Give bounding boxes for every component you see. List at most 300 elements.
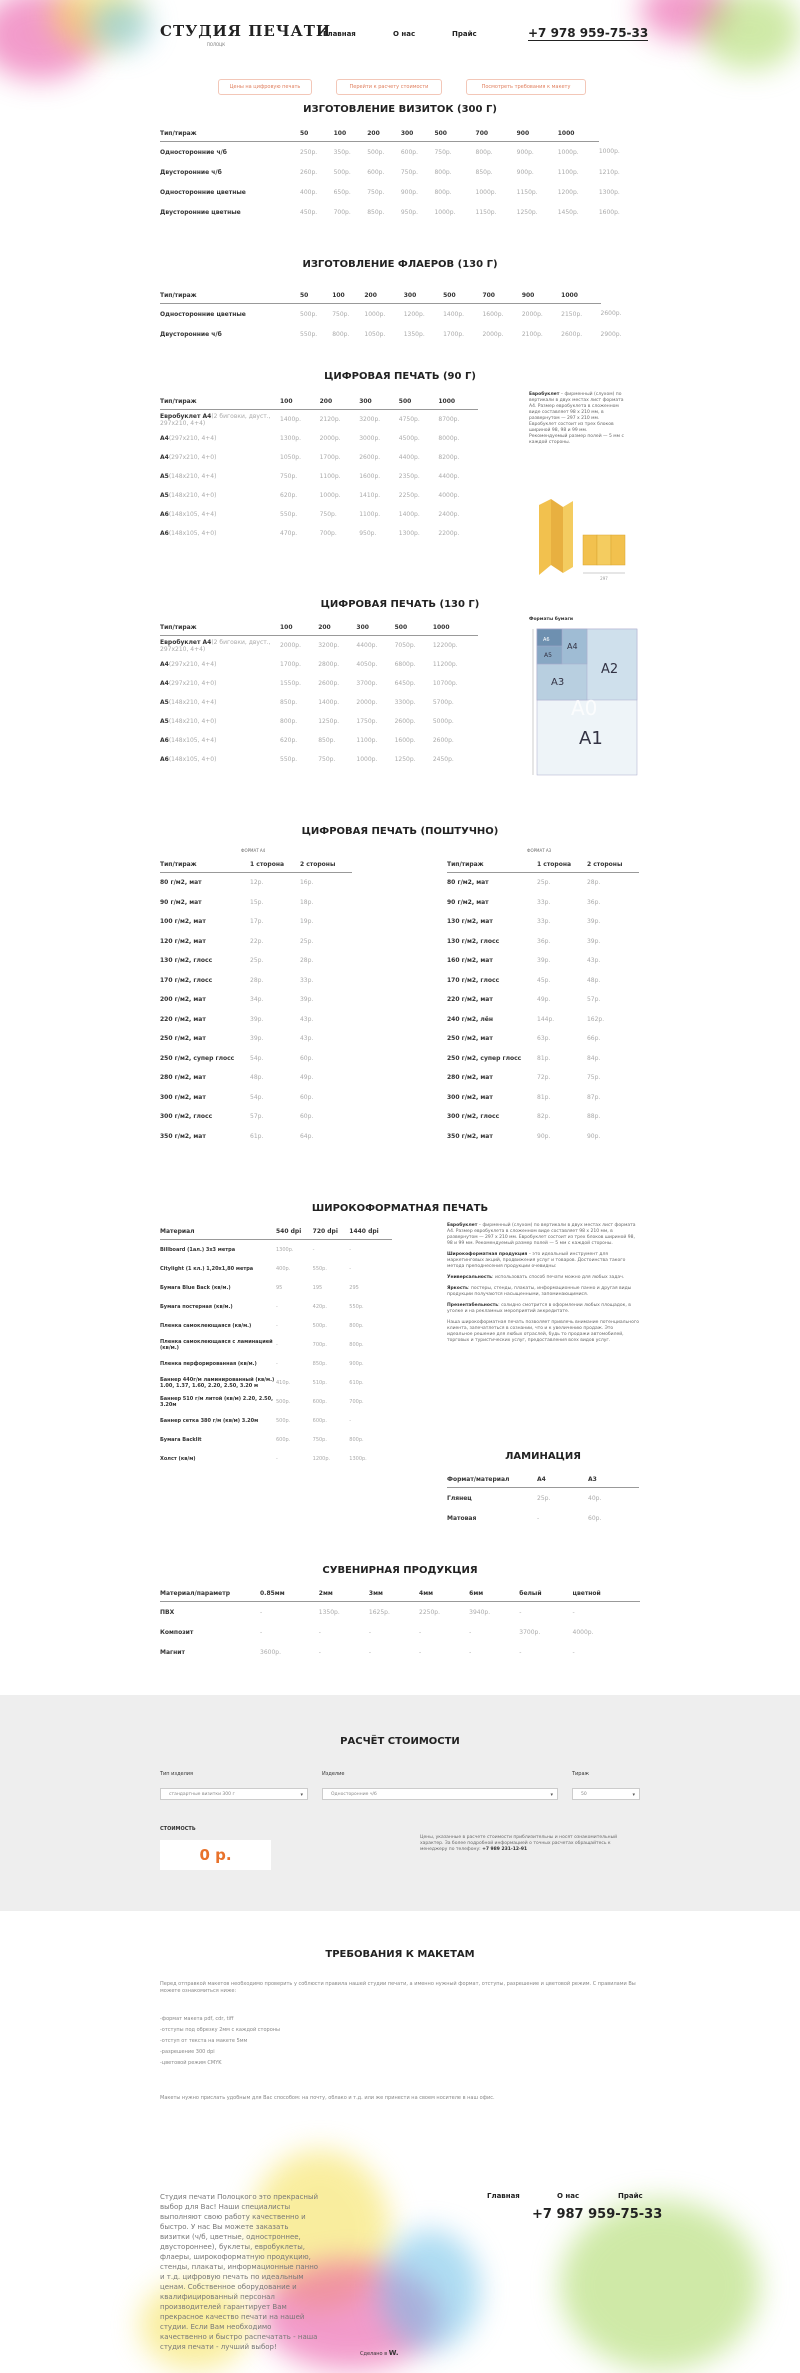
price-cell: 600р. bbox=[367, 168, 385, 176]
table-row bbox=[160, 142, 640, 163]
column-header: 720 dpi bbox=[313, 1226, 350, 1240]
column-header: 500 bbox=[434, 128, 475, 142]
price-cell: - bbox=[260, 1608, 263, 1616]
column-header: 0.85мм bbox=[260, 1588, 319, 1602]
row-label: 80 г/м2, мат bbox=[160, 879, 202, 887]
table-row bbox=[160, 429, 478, 448]
nav-price[interactable]: Прайс bbox=[452, 30, 477, 38]
column-header: 2 стороны bbox=[587, 859, 639, 873]
table-row bbox=[447, 912, 639, 932]
price-cell: 900р. bbox=[516, 168, 534, 176]
price-cell: 49р. bbox=[537, 996, 551, 1004]
table-row bbox=[447, 1088, 639, 1108]
table-row bbox=[160, 1240, 392, 1260]
price-cell: 750р. bbox=[319, 511, 337, 518]
price-cell: 800р. bbox=[434, 188, 452, 196]
price-cell: 470р. bbox=[280, 530, 298, 537]
price-cell: 95 bbox=[276, 1284, 283, 1291]
requirements-list bbox=[160, 2016, 640, 2071]
price-cell: 3700р. bbox=[356, 680, 378, 687]
souvenir-table bbox=[160, 1588, 640, 1662]
logo[interactable] bbox=[160, 22, 332, 52]
row-label: Пленка самоклеющаяся (кв/м.) bbox=[160, 1322, 252, 1329]
price-cell: 34р. bbox=[250, 996, 264, 1004]
price-cell: 3000р. bbox=[359, 435, 381, 442]
price-cell: 250р. bbox=[300, 148, 318, 156]
price-cell: 1200р. bbox=[403, 310, 425, 318]
row-label: Бумага Backlit bbox=[160, 1436, 202, 1443]
product-type-select[interactable]: стандартные визитки 300 г ▾ bbox=[160, 1788, 308, 1800]
price-cell: 2600р. bbox=[561, 330, 583, 338]
footer-nav-about[interactable]: О нас bbox=[557, 2192, 580, 2200]
eurobooklet-dimension-label: 297 bbox=[600, 576, 608, 581]
table-row bbox=[160, 304, 640, 325]
row-label: 130 г/м2, глосс bbox=[447, 937, 500, 945]
price-cell: 1000р. bbox=[598, 148, 620, 156]
row-label: 250 г/м2, мат bbox=[447, 1035, 493, 1043]
paper-formats-diagram bbox=[529, 627, 639, 777]
product-select[interactable]: Односторонние ч/б ▾ bbox=[322, 1788, 558, 1800]
row-label: Billboard (1ал.) 3х3 метра bbox=[160, 1246, 236, 1253]
row-label: Евробуклет А4(2 биговки, двуст., 297х210, 4+4) bbox=[160, 412, 271, 427]
price-cell: 3200р. bbox=[318, 642, 340, 649]
price-cell: 48р. bbox=[586, 976, 601, 984]
price-cell: 500р. bbox=[300, 310, 318, 318]
column-header: 1000 bbox=[558, 128, 599, 142]
price-cell: 800р. bbox=[332, 330, 350, 338]
nav-home[interactable]: Главная bbox=[323, 30, 356, 38]
table-row bbox=[160, 1373, 392, 1392]
eurobooklet-note: Евробуклет – фирменный (слухом) по вертикали в двух местах лист формата А4. Размер евробуклета в сложенном виде составляет 98 x 210 мм, в развернутом — 297 x 210 мм. Евробуклет состоит из трех блоков шириной 98, 98 и 99 мм. Рекомендуемый размер полей — 5 мм с каждой стороны. bbox=[529, 392, 624, 445]
price-cell: 500р. bbox=[276, 1417, 291, 1424]
format-label-a0: A0 bbox=[571, 696, 598, 720]
calculated-price: 0 р. bbox=[160, 1840, 271, 1870]
column-header: 300 bbox=[401, 128, 435, 142]
row-label: Пленка перфорированная (кв/м.) bbox=[160, 1360, 257, 1367]
row-label: Двусторонние ч/б bbox=[160, 330, 222, 338]
view-requirements-button[interactable]: Посмотреть требования к макету bbox=[466, 79, 586, 95]
price-cell: 2000р. bbox=[280, 642, 301, 649]
price-cell: 550р. bbox=[280, 756, 298, 763]
wide-format-title: ШИРОКОФОРМАТНАЯ ПЕЧАТЬ bbox=[311, 1203, 489, 1214]
price-cell: 1700р. bbox=[319, 454, 341, 461]
price-cell: 2800р. bbox=[318, 661, 340, 668]
price-cell: 400р. bbox=[300, 188, 318, 196]
price-cell: 2000р. bbox=[521, 310, 543, 318]
lamination-table bbox=[447, 1474, 639, 1528]
price-cell: 1000р. bbox=[319, 492, 341, 499]
price-cell: 2600р. bbox=[394, 718, 416, 725]
row-label: 300 г/м2, глосс bbox=[160, 1113, 213, 1121]
price-cell: 8700р. bbox=[438, 416, 460, 423]
price-cell: 1400р. bbox=[318, 699, 340, 706]
row-label: А5(148х210, 4+0) bbox=[160, 492, 217, 499]
price-cell: 2350р. bbox=[398, 473, 420, 480]
price-cell: 90р. bbox=[537, 1132, 551, 1140]
price-cell: - bbox=[260, 1628, 263, 1636]
requirement-item: -разрешение 300 dpi bbox=[160, 2049, 215, 2055]
souvenir-title: СУВЕНИРНАЯ ПРОДУКЦИЯ bbox=[322, 1565, 478, 1576]
price-cell: - bbox=[368, 1628, 372, 1636]
table-row bbox=[160, 1411, 392, 1430]
price-cell: 1700р. bbox=[280, 661, 301, 668]
price-cell: 2250р. bbox=[398, 492, 420, 499]
footer-about-text: Студия печати Полоцкого это прекрасный выбор для Вас! Наши специалисты выполняют свою работу качественно и быстро. У нас Вы можете заказать визитки (ч/б, цветные, одностроннее, двустороннее), буклеты, евробуклеты, флаеры, широкоформатную продукцию, стенды, плакаты, информационные панно и т.д. цифровую печать по идеальным ценам. Собственное оборудование и квалифицированный персонал производителей гарантирует Вам прекрасное качество печати на нашей студии. Если Вам необходимо качественно и быстро распечатать - наша студия печати - лучший выбор! bbox=[160, 2193, 319, 2351]
price-cell: 750р. bbox=[312, 1436, 327, 1443]
row-label: Citylight (1 кл.) 1,20х1,80 метра bbox=[160, 1265, 254, 1272]
table-row bbox=[447, 1508, 639, 1528]
column-header: 100 bbox=[332, 290, 364, 304]
table-row bbox=[447, 1029, 639, 1049]
price-cell: 1100р. bbox=[557, 168, 579, 176]
price-cell: 1000р. bbox=[356, 756, 378, 763]
table-row bbox=[447, 1107, 639, 1127]
price-cell: 950р. bbox=[359, 530, 377, 537]
price-cell: 72р. bbox=[537, 1074, 551, 1082]
price-cell: 1350р. bbox=[318, 1608, 340, 1616]
price-cell: 550р. bbox=[312, 1265, 327, 1272]
price-cell: 1000р. bbox=[475, 188, 497, 196]
row-label: 300 г/м2, глосс bbox=[447, 1113, 500, 1121]
table-row bbox=[160, 932, 352, 952]
row-label: Баннер 440г/м ламинированный (кв/м.) 1.00, 1.37, 1.60, 2.20, 2.50, 3.20 м bbox=[160, 1376, 275, 1389]
price-cell: 1300р. bbox=[280, 435, 301, 442]
quantity-select[interactable]: 50 ▾ bbox=[572, 1788, 640, 1800]
table-row bbox=[160, 674, 478, 693]
price-cell: 1410р. bbox=[359, 492, 381, 499]
price-cell: 1050р. bbox=[280, 454, 301, 461]
price-cell: 1600р. bbox=[598, 208, 620, 216]
column-header: Тип/тираж bbox=[160, 396, 280, 410]
price-cell: 700р. bbox=[319, 530, 337, 537]
price-cell: 61р. bbox=[250, 1132, 264, 1140]
column-header: 700 bbox=[482, 290, 521, 304]
row-label: А5(148х210, 4+4) bbox=[160, 473, 217, 480]
column-header: 50 bbox=[300, 128, 334, 142]
table-row bbox=[160, 1127, 352, 1147]
price-cell: 63р. bbox=[537, 1035, 551, 1043]
table-row bbox=[160, 467, 478, 486]
requirement-item: -цветовой режим CMYK bbox=[160, 2060, 222, 2066]
price-cell: 2600р. bbox=[359, 454, 381, 461]
price-cell: 1100р. bbox=[356, 737, 378, 744]
price-cell: - bbox=[276, 1360, 278, 1367]
price-cell: - bbox=[312, 1246, 315, 1253]
price-cell: 700р. bbox=[349, 1398, 364, 1405]
table-row bbox=[160, 324, 640, 344]
price-cell: 2150р. bbox=[561, 310, 583, 318]
business-cards-table bbox=[160, 128, 640, 222]
price-cell: 33р. bbox=[537, 898, 551, 906]
calculator-title: РАСЧЁТ СТОИМОСТИ bbox=[340, 1736, 460, 1747]
table-row bbox=[160, 524, 478, 543]
price-cell: 1550р. bbox=[280, 680, 301, 687]
column-header: А4 bbox=[537, 1474, 588, 1488]
column-header: 300 bbox=[404, 290, 443, 304]
price-cell: - bbox=[419, 1648, 422, 1656]
row-label: 220 г/м2, мат bbox=[447, 996, 493, 1004]
price-cell: 510р. bbox=[312, 1379, 327, 1386]
calculator-note-phone[interactable]: +7 989 231-12-91 bbox=[482, 1847, 528, 1852]
price-cell: 2600р. bbox=[318, 680, 340, 687]
price-cell: 1300р. bbox=[598, 188, 620, 196]
table-row bbox=[447, 1049, 639, 1069]
format-label-a2: A2 bbox=[601, 662, 619, 677]
wide-format-note: Универсальность: использовать способ печати можно для любых задач. bbox=[447, 1275, 625, 1280]
table-row bbox=[160, 1107, 352, 1127]
price-cell: 900р. bbox=[400, 188, 418, 196]
wide-format-note: Наша широкоформатная печать позволяет привлечь внимание потенциального клиента, запечатлеться в сознании, что и к увеличению продаж. Это идеальное решение для любых отраслей, будь то продажи автомобилей, торговых и туристических услуг, предоставления всех видов услуг. bbox=[447, 1320, 639, 1343]
price-cell: 25р. bbox=[537, 1494, 551, 1502]
wide-format-notes bbox=[447, 1223, 639, 1349]
price-cell: 3300р. bbox=[394, 699, 416, 706]
row-label: 250 г/м2, мат bbox=[160, 1035, 206, 1043]
table-row bbox=[160, 1297, 392, 1316]
price-cell: 2120р. bbox=[319, 416, 341, 423]
price-cell: 1250р. bbox=[318, 718, 340, 725]
row-label: 130 г/м2, глосс bbox=[160, 957, 213, 965]
price-cell: 1750р. bbox=[356, 718, 378, 725]
column-header: Формат/материал bbox=[447, 1474, 537, 1488]
table-row bbox=[160, 1602, 640, 1623]
per-piece-a4-table bbox=[160, 859, 352, 1146]
row-label: 350 г/м2, мат bbox=[160, 1132, 206, 1140]
price-cell: 620р. bbox=[280, 492, 298, 499]
price-cell: 2600р. bbox=[432, 737, 454, 744]
table-row bbox=[160, 655, 478, 674]
row-label: Композит bbox=[160, 1628, 194, 1636]
price-cell: 1150р. bbox=[475, 208, 497, 216]
price-cell: 4400р. bbox=[356, 642, 378, 649]
price-cell: 39р. bbox=[250, 1015, 264, 1023]
price-cell: 350р. bbox=[333, 148, 351, 156]
column-header: 200 bbox=[318, 622, 356, 636]
column-header: 540 dpi bbox=[276, 1226, 313, 1240]
row-label: 90 г/м2, мат bbox=[447, 898, 489, 906]
price-cell: 1210р. bbox=[598, 168, 620, 176]
row-label: Двусторонние ч/б bbox=[160, 168, 222, 176]
column-header: 900 bbox=[517, 128, 558, 142]
eurobooklet-illustration bbox=[529, 495, 639, 585]
price-cell: 750р. bbox=[367, 188, 385, 196]
table-row bbox=[160, 971, 352, 991]
price-cell: 1300р. bbox=[276, 1246, 294, 1253]
price-cell: 25р. bbox=[250, 957, 264, 965]
header-phone[interactable]: +7 978 959-75-33 bbox=[528, 26, 649, 40]
column-header: 1000 bbox=[433, 622, 478, 636]
row-label: 220 г/м2, мат bbox=[160, 1015, 206, 1023]
price-cell: 81р. bbox=[537, 1054, 551, 1062]
format-label-a6: A6 bbox=[543, 637, 550, 643]
row-label: ПВХ bbox=[160, 1608, 175, 1616]
table-row bbox=[160, 182, 640, 202]
requirement-item: -отступ от текста на макете 5мм bbox=[160, 2038, 248, 2044]
price-cell: 60р. bbox=[299, 1093, 314, 1101]
price-cell: 1350р. bbox=[403, 330, 425, 338]
format-a4-caption: ФОРМАТ А4 bbox=[241, 848, 266, 853]
price-cell: 850р. bbox=[318, 737, 336, 744]
price-cell: 550р. bbox=[300, 330, 318, 338]
column-header: 100 bbox=[334, 128, 368, 142]
digital-per-piece-title: ЦИФРОВАЯ ПЕЧАТЬ (ПОШТУЧНО) bbox=[301, 826, 499, 837]
price-cell: 1700р. bbox=[443, 330, 465, 338]
nav-about[interactable]: О нас bbox=[393, 30, 416, 38]
table-row bbox=[160, 873, 352, 893]
table-row bbox=[160, 1392, 392, 1411]
requirements-title: ТРЕБОВАНИЯ К МАКЕТАМ bbox=[325, 1949, 475, 1960]
price-cell: 33р. bbox=[299, 976, 314, 984]
eurobooklet-note-title: Евробуклет bbox=[529, 392, 560, 397]
table-row bbox=[447, 971, 639, 991]
price-cell: 5700р. bbox=[432, 699, 454, 706]
table-row bbox=[160, 1449, 392, 1468]
row-label: А6(148х105, 4+4) bbox=[160, 511, 217, 518]
price-cell: 12р. bbox=[250, 879, 264, 887]
row-label: 300 г/м2, мат bbox=[447, 1093, 493, 1101]
price-cell: 84р. bbox=[586, 1054, 601, 1062]
price-cell: 40р. bbox=[588, 1494, 602, 1502]
price-cell: 700р. bbox=[333, 208, 351, 216]
price-cell: 28р. bbox=[250, 976, 264, 984]
table-row bbox=[160, 712, 478, 731]
developer-logo-icon[interactable]: W. bbox=[388, 2349, 399, 2357]
price-cell: 600р. bbox=[400, 148, 418, 156]
price-cell: - bbox=[318, 1648, 321, 1656]
table-row bbox=[160, 893, 352, 913]
price-cell: 60р. bbox=[299, 1054, 314, 1062]
column-header: 50 bbox=[300, 290, 332, 304]
table-row bbox=[447, 951, 639, 971]
price-cell: 4750р. bbox=[398, 416, 420, 423]
price-cell: - bbox=[276, 1303, 278, 1310]
price-cell: 10700р. bbox=[432, 680, 458, 687]
row-label: Баннер сетка 380 г/м (кв/м) 3.20м bbox=[160, 1417, 259, 1424]
price-cell: 950р. bbox=[400, 208, 418, 216]
table-row bbox=[160, 990, 352, 1010]
price-cell: 1150р. bbox=[516, 188, 538, 196]
price-cell: 1100р. bbox=[359, 511, 381, 518]
price-cell: - bbox=[519, 1608, 522, 1616]
table-row bbox=[160, 1622, 640, 1642]
price-cell: 64р. bbox=[299, 1132, 314, 1140]
table-row bbox=[160, 1278, 392, 1297]
table-row bbox=[447, 1010, 639, 1030]
price-cell: 162р. bbox=[586, 1015, 605, 1023]
column-header: 200 bbox=[320, 396, 360, 410]
digital-130-title: ЦИФРОВАЯ ПЕЧАТЬ (130 Г) bbox=[320, 599, 480, 610]
row-label: А6(148х105, 4+0) bbox=[160, 530, 217, 537]
row-label: 250 г/м2, супер глосс bbox=[447, 1054, 522, 1062]
price-cell: 850р. bbox=[367, 208, 385, 216]
requirements-intro: Перед отправкой макетов необходимо проверить у соблюсти правила нашей студии печати, а именно нужный формат, отступы, разрешение и цветовой режим. С правилами Вы можете ознакомиться ниже: bbox=[160, 1981, 636, 1994]
digital-130-table bbox=[160, 622, 478, 769]
footer-phone[interactable]: +7 987 959-75-33 bbox=[532, 2207, 663, 2222]
price-cell: 4000р. bbox=[438, 492, 460, 499]
price-cell: - bbox=[469, 1648, 472, 1656]
price-cell: 28р. bbox=[586, 879, 601, 887]
row-label: Односторонние цветные bbox=[160, 188, 246, 196]
price-cell: 4400р. bbox=[438, 473, 460, 480]
price-cell: 500р. bbox=[312, 1322, 327, 1329]
digital-print-prices-button[interactable]: Цены на цифровую печать bbox=[218, 79, 312, 95]
column-header: 6мм bbox=[469, 1588, 519, 1602]
price-cell: 28р. bbox=[299, 957, 314, 965]
price-cell: 550р. bbox=[349, 1303, 364, 1310]
price-cell: 25р. bbox=[299, 937, 314, 945]
footer-nav-price[interactable]: Прайс bbox=[618, 2192, 643, 2200]
quantity-label: Тираж bbox=[572, 1771, 590, 1777]
row-label: 250 г/м2, супер глосс bbox=[160, 1054, 235, 1062]
column-header: 500 bbox=[399, 396, 439, 410]
column-header: Тип/тираж bbox=[160, 290, 300, 304]
price-cell: 16р. bbox=[299, 879, 314, 887]
price-cell: 22р. bbox=[250, 937, 264, 945]
price-cell: 33р. bbox=[537, 918, 551, 926]
price-cell: 1600р. bbox=[394, 737, 416, 744]
price-cell: 750р. bbox=[400, 168, 418, 176]
footer-nav-home[interactable]: Главная bbox=[487, 2192, 520, 2200]
price-cell: 400р. bbox=[276, 1265, 291, 1272]
column-header: А3 bbox=[588, 1474, 639, 1488]
price-cell: 43р. bbox=[299, 1015, 314, 1023]
wide-format-note: Широкоформатная продукция – это идеальный инструмент для маркетинговых акций, продвижения услуг и товаров. Достоинства такого метода преподнесения продукции очевидны: bbox=[447, 1252, 626, 1269]
requirements-outro: Макеты нужно прислать удобным для Вас способом: на почту, облако и т.д. или же принести на своем носителе в наш офис. bbox=[160, 2095, 495, 2101]
table-row bbox=[447, 1488, 639, 1509]
price-cell: 8200р. bbox=[438, 454, 460, 461]
row-label: Глянец bbox=[447, 1494, 472, 1502]
column-header: 1 сторона bbox=[537, 859, 587, 873]
table-row bbox=[160, 1316, 392, 1335]
table-row bbox=[160, 693, 478, 712]
price-cell: 75р. bbox=[586, 1074, 601, 1082]
row-label: А5(148х210, 4+0) bbox=[160, 718, 217, 725]
row-label: Бумага постерная (кв/м.) bbox=[160, 1303, 233, 1310]
price-cell: 1050р. bbox=[364, 330, 386, 338]
wide-format-note: Евробуклет – фирменный (слухом) по вертикали в двух местах лист формата А4. Размер евробуклета в сложенном виде составляет 98 x 210 мм, в развернутом — 297 x 210 мм. Евробуклет состоит из трех блоков шириной 98, 98 и 99 мм. Рекомендуемый размер полей — 5 мм с каждой стороны. bbox=[447, 1223, 636, 1246]
business-cards-title: ИЗГОТОВЛЕНИЕ ВИЗИТОК (300 Г) bbox=[303, 104, 497, 115]
product-type-label: Тип изделия bbox=[160, 1771, 194, 1777]
digital-90-table bbox=[160, 396, 478, 543]
table-row bbox=[447, 1068, 639, 1088]
calculator-section bbox=[0, 1695, 800, 1911]
format-label-a5: A5 bbox=[544, 652, 552, 659]
table-row bbox=[447, 873, 639, 893]
price-cell: 60р. bbox=[299, 1113, 314, 1121]
row-label: 240 г/м2, лён bbox=[447, 1015, 493, 1023]
column-header: 200 bbox=[364, 290, 403, 304]
price-cell: 3700р. bbox=[519, 1628, 541, 1636]
row-label: А5(148х210, 4+4) bbox=[160, 699, 217, 706]
go-to-calculator-button[interactable]: Перейти к расчету стоимости bbox=[336, 79, 442, 95]
price-cell: 2000р. bbox=[319, 435, 341, 442]
price-cell: 15р. bbox=[250, 898, 264, 906]
price-cell: 1000р. bbox=[364, 310, 386, 318]
row-label: Баннер 510 г/м литой (кв/м) 2.20, 2.50, 3.20м bbox=[160, 1395, 273, 1408]
logo-title: СТУДИЯ ПЕЧАТИ bbox=[160, 22, 332, 40]
price-cell: 610р. bbox=[349, 1379, 364, 1386]
price-cell: 12200р. bbox=[432, 642, 458, 649]
row-label: 120 г/м2, мат bbox=[160, 937, 206, 945]
row-label: Односторонние цветные bbox=[160, 310, 246, 318]
price-cell: 48р. bbox=[250, 1074, 264, 1082]
price-cell: - bbox=[469, 1628, 472, 1636]
price-cell: 1400р. bbox=[280, 416, 301, 423]
price-cell: 8000р. bbox=[438, 435, 460, 442]
row-label: 280 г/м2, мат bbox=[447, 1074, 493, 1082]
table-row bbox=[447, 893, 639, 913]
chevron-down-icon: ▾ bbox=[300, 1792, 303, 1798]
price-cell: 600р. bbox=[312, 1417, 327, 1424]
